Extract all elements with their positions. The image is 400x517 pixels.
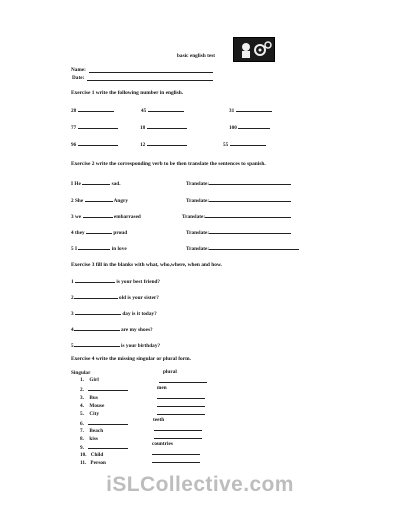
list-item: 5. City	[80, 411, 100, 417]
number-item: 77	[71, 124, 118, 131]
list-item: 2.	[80, 386, 128, 393]
plural-given: men	[157, 385, 167, 391]
blank-item: 5 is your birthday?	[71, 343, 161, 349]
blank-item: 1 is your best friend?	[71, 279, 161, 285]
plural-header: plural	[163, 369, 177, 375]
list-item: 9.	[80, 444, 128, 451]
exercise2-heading: Exercise 2 write the corresponding verb to be then translate the sentences to spanish.	[71, 161, 266, 167]
list-item: 4. Mouse	[80, 403, 105, 409]
translate-label: Translate:	[186, 180, 291, 187]
blank-item: 2 old is your sister?	[71, 295, 159, 301]
list-item: 6.	[80, 420, 128, 427]
plural-given: countries	[152, 441, 173, 447]
date-label: Date:	[72, 75, 85, 81]
exercise4-heading: Exercise 4 write the missing singular or plural form.	[71, 356, 191, 362]
number-item: 45	[141, 107, 184, 114]
name-label: Name:	[71, 67, 86, 73]
plural-blank[interactable]	[152, 462, 200, 463]
sentence-item: I He sad.	[71, 181, 121, 187]
translate-label: Translate:	[186, 229, 291, 236]
blank-item: 3 day is it today?	[71, 311, 157, 317]
number-item: 31	[229, 107, 272, 114]
blank-item: 4 are my shoes?	[71, 327, 153, 333]
name-field[interactable]	[89, 72, 213, 73]
gears-logo	[233, 37, 275, 62]
number-item: 28	[71, 107, 114, 114]
list-item: 7. Beach	[80, 428, 104, 434]
number-item: 18	[140, 124, 187, 131]
plural-given: teeth	[153, 417, 165, 423]
translate-label: Translate:	[186, 197, 291, 204]
sentence-item: 5 I in love	[71, 246, 127, 252]
plural-blank[interactable]	[159, 382, 207, 383]
plural-blank[interactable]	[157, 398, 205, 399]
exercise3-heading: Exercise 3 fill in the blanks with what, who,where, when and how.	[71, 262, 222, 268]
translate-label: Translate:	[186, 245, 299, 252]
watermark: iSLCollective.com	[106, 473, 294, 496]
sentence-item: 3 we embarrased	[71, 214, 141, 220]
number-item: 96	[71, 141, 118, 148]
translate-label: Translate:	[182, 213, 291, 220]
plural-blank[interactable]	[154, 438, 202, 439]
exercise1-heading: Exercise 1 write the following number in english.	[71, 90, 184, 96]
list-item: 1. Girl	[80, 377, 99, 383]
plural-blank[interactable]	[157, 406, 205, 407]
plural-blank[interactable]	[157, 414, 205, 415]
page-title: basic english test	[177, 53, 216, 59]
date-field[interactable]	[87, 80, 213, 81]
list-item: 10. Child	[80, 452, 104, 458]
number-item: 55	[223, 141, 266, 148]
singular-header: Singular	[71, 370, 91, 376]
list-item: 8. kiss	[80, 436, 98, 442]
list-item: 11. Person	[80, 460, 106, 466]
gear-icon	[234, 38, 274, 61]
number-item: 100	[229, 124, 270, 131]
sentence-item: 4 they proud	[71, 230, 128, 236]
sentence-item: 2 She Angry	[71, 198, 129, 204]
list-item: 3. Bus	[80, 395, 98, 401]
number-item: 12	[140, 141, 187, 148]
plural-blank[interactable]	[154, 430, 202, 431]
plural-blank[interactable]	[152, 454, 200, 455]
